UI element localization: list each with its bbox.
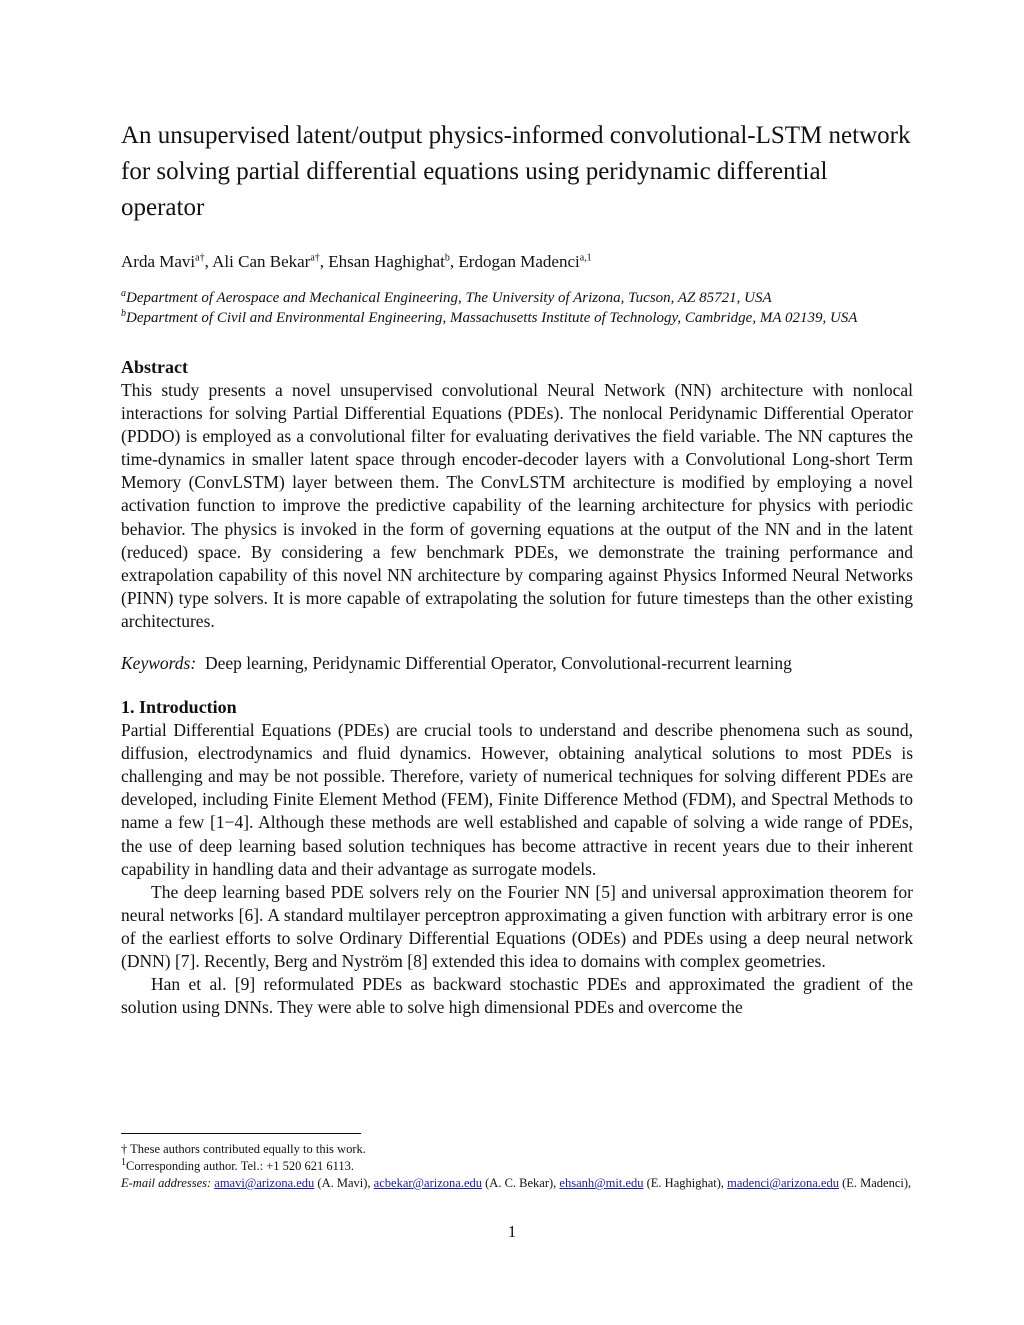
introduction-paragraph: Partial Differential Equations (PDEs) are crucial tools to understand and describe phenomena such as sound, diffusion, electrodynamics and fluid dynamics. However, obtaining analytical solutions to most PDEs is challenging and may be not possible. Therefore, variety of numerical techniques for solving different PDEs are developed, including Finite Element Method (FEM), Finite Difference Method (FDM), and Spectral Methods to name a few [1−4]. Although these methods are well established and capable of solving a wide range of PDEs, the use of deep learning based solution techniques has become attractive in recent years due to their inherent capability in handling data and their advantage as surrogate models. — [121, 720, 913, 879]
email-owner: (E. Madenci), — [838, 1176, 912, 1190]
email-owner: (A. Mavi), — [314, 1176, 374, 1190]
paper-title: An unsupervised latent/output physics-informed convolutional-LSTM network for solving partial differential equations using peridynamic differential operator — [121, 122, 911, 221]
abstract-text: This study presents a novel unsupervised convolutional Neural Network (NN) architecture with nonlocal interactions for solving Partial Differential Equations (PDEs). The nonlocal Peridynamic Differential Operator (PDDO) is employed as a convolutional filter for evaluating derivatives the field variable. The NN captures the time-dynamics in smaller latent space through encoder-decoder layers with a Convolutional Long-short Term Memory (ConvLSTM) layer between them. The ConvLSTM architecture is modified by employing a novel activation function to improve the predictive capability of the learning architecture for physics with periodic behavior. The physics is invoked in the form of governing equations at the output of the NN and in the latent (reduced) space. By considering a few benchmark PDEs, we demonstrate the training performance and extrapolation capability of this novel NN architecture by comparing against Physics Informed Neural Networks (PINN) type solvers. It is more capable of extrapolating the solution for future timesteps than the other existing architectures. — [121, 380, 913, 631]
affiliation-b — [121, 308, 913, 328]
email-label: E-mail addresses: — [121, 1176, 212, 1190]
email-link[interactable]: acbekar@arizona.edu — [373, 1176, 482, 1190]
author-name: Arda Mavi — [121, 252, 196, 271]
email-link[interactable]: madenci@arizona.edu — [727, 1176, 839, 1190]
introduction-paragraph: The deep learning based PDE solvers rely on the Fourier NN [5] and universal approximation theorem for neural networks [6]. A standard multilayer perceptron approximating a given function with arbitrary error is one of the earliest efforts to solve Ordinary Differential Equations (ODEs) and PDEs using a deep neural network (DNN) [7]. Recently, Berg and Nyström [8] extended this idea to domains with complex geometries. — [121, 881, 913, 971]
footnote-emails — [121, 1175, 913, 1192]
affiliation-a — [121, 288, 913, 308]
footnote-mark: 1 — [121, 1156, 126, 1168]
footnotes — [121, 1141, 913, 1192]
author-separator: , — [449, 252, 459, 271]
affiliation-text: Department of Aerospace and Mechanical Engineering, The University of Arizona, Tucson, AZ 85721, USA — [126, 290, 772, 306]
affiliations — [121, 288, 913, 328]
email-link[interactable]: amavi@arizona.edu — [214, 1176, 315, 1190]
author-affiliation-mark: b — [444, 252, 450, 264]
footnote-divider — [121, 1133, 361, 1134]
page-number: 1 — [507, 1222, 517, 1241]
affiliation-mark: a — [121, 288, 126, 299]
keywords-text: Deep learning, Peridynamic Differential Operator, Convolutional-recurrent learning — [204, 653, 792, 674]
abstract-heading: Abstract — [121, 357, 188, 377]
author-name: Ehsan Haghighat — [328, 252, 445, 271]
author-name: Ali Can Bekar — [212, 252, 311, 271]
email-link[interactable]: ehsanh@mit.edu — [559, 1176, 644, 1190]
author-affiliation-mark: a,1 — [579, 252, 592, 264]
author-separator: , — [319, 252, 329, 271]
affiliation-mark: b — [121, 308, 126, 319]
email-owner: (A. C. Bekar), — [482, 1176, 560, 1190]
introduction-heading: 1. Introduction — [121, 697, 237, 718]
footnote-corresponding-text: Corresponding author. Tel.: +1 520 621 6113. — [126, 1159, 355, 1173]
keywords — [121, 652, 913, 675]
main-content — [121, 118, 913, 1019]
affiliation-text: Department of Civil and Environmental Engineering, Massachusetts Institute of Technology, Cambridge, MA 02139, USA — [126, 310, 858, 326]
keywords-label: Keywords: — [121, 653, 197, 674]
author-affiliation-mark: a† — [310, 252, 320, 264]
author-name: Erdogan Madenci — [458, 252, 580, 271]
author-list — [121, 250, 913, 274]
author-affiliation-mark: a† — [195, 252, 205, 264]
email-owner: (E. Haghighat), — [643, 1176, 728, 1190]
author-separator: , — [204, 252, 213, 271]
footnote-equal-contribution: † These authors contributed equally to this work. — [121, 1142, 366, 1156]
footnote-corresponding — [121, 1158, 913, 1175]
introduction-paragraph: Han et al. [9] reformulated PDEs as backward stochastic PDEs and approximated the gradient of the solution using DNNs. They were able to solve high dimensional PDEs and overcome the — [121, 974, 913, 1018]
